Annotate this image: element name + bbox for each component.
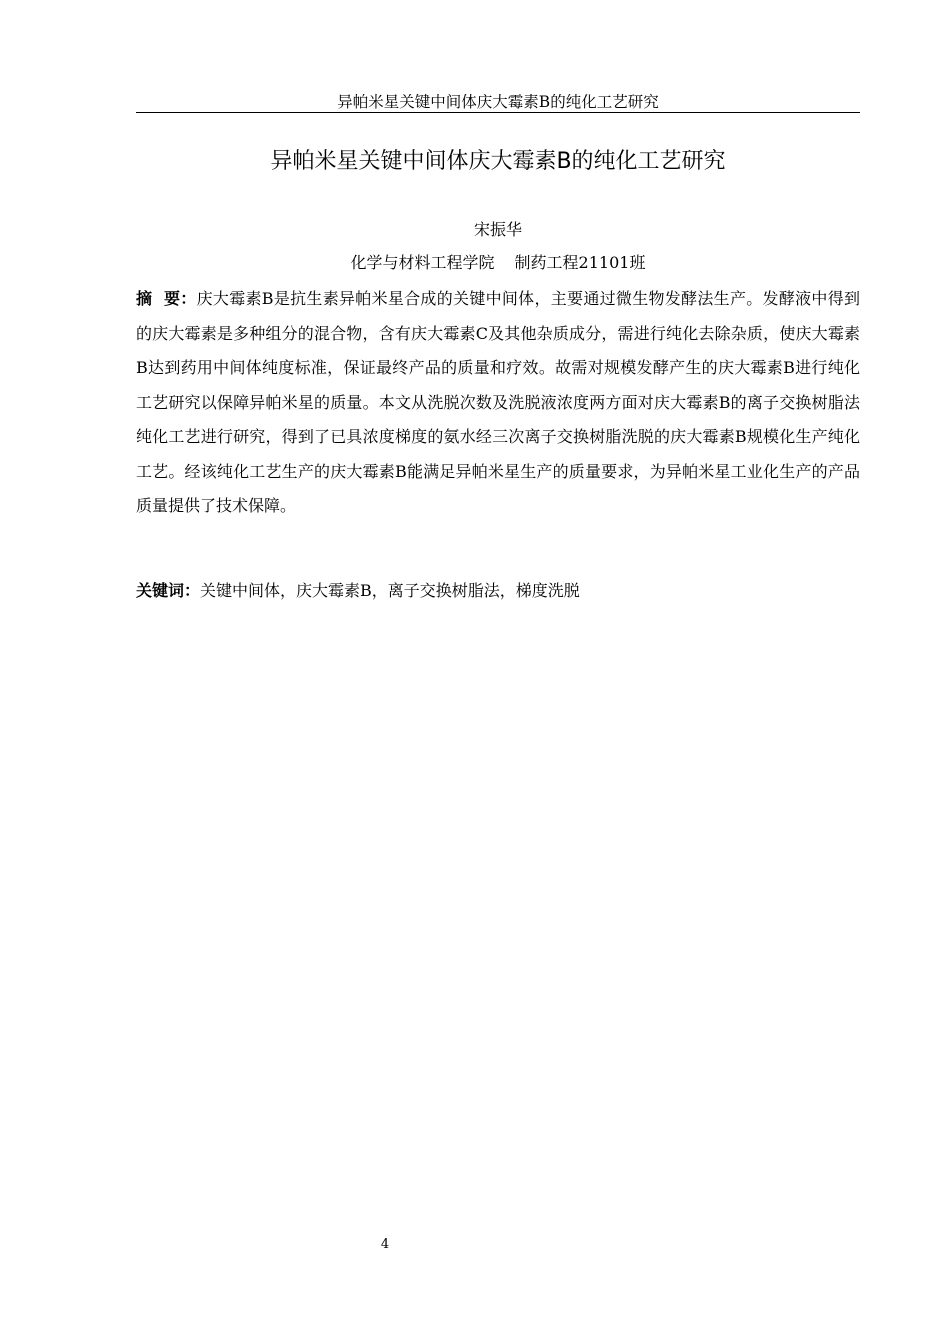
abstract-text: 庆大霉素B是抗生素异帕米星合成的关键中间体，主要通过微生物发酵法生产。发酵液中得到的庆大霉素是多种组分的混合物，含有庆大霉素C及其他杂质成分，需进行纯化去除杂质，使庆大霉素B达到药用中间体纯度标准，保证最终产品的质量和疗效。故需对规模发酵产生的庆大霉素B进行纯化工艺研究以保障异帕米星的质量。本文从洗脱次数及洗脱液浓度两方面对庆大霉素B的离子交换树脂法纯化工艺进行研究，得到了已具浓度梯度的氨水经三次离子交换树脂洗脱的庆大霉素B规模化生产纯化工艺。经该纯化工艺生产的庆大霉素B能满足异帕米星生产的质量要求，为异帕米星工业化生产的产品质量提供了技术保障。 [136, 289, 860, 515]
keywords [136, 576, 860, 606]
affiliation [136, 251, 860, 275]
class-name: 制药工程21101班 [514, 253, 646, 272]
school-name: 化学与材料工程学院 [350, 253, 495, 272]
abstract-label: 摘 要： [136, 289, 197, 308]
abstract [136, 282, 860, 524]
keywords-text: 关键中间体，庆大霉素B，离子交换树脂法，梯度洗脱 [200, 581, 580, 600]
author-name: 宋振华 [473, 220, 522, 239]
page-number: 4 [380, 1237, 390, 1252]
running-header: 异帕米星关键中间体庆大霉素B的纯化工艺研究 [136, 92, 860, 113]
keywords-label: 关键词： [136, 581, 201, 600]
paper-title: 异帕米星关键中间体庆大霉素B的纯化工艺研究 [270, 149, 726, 174]
